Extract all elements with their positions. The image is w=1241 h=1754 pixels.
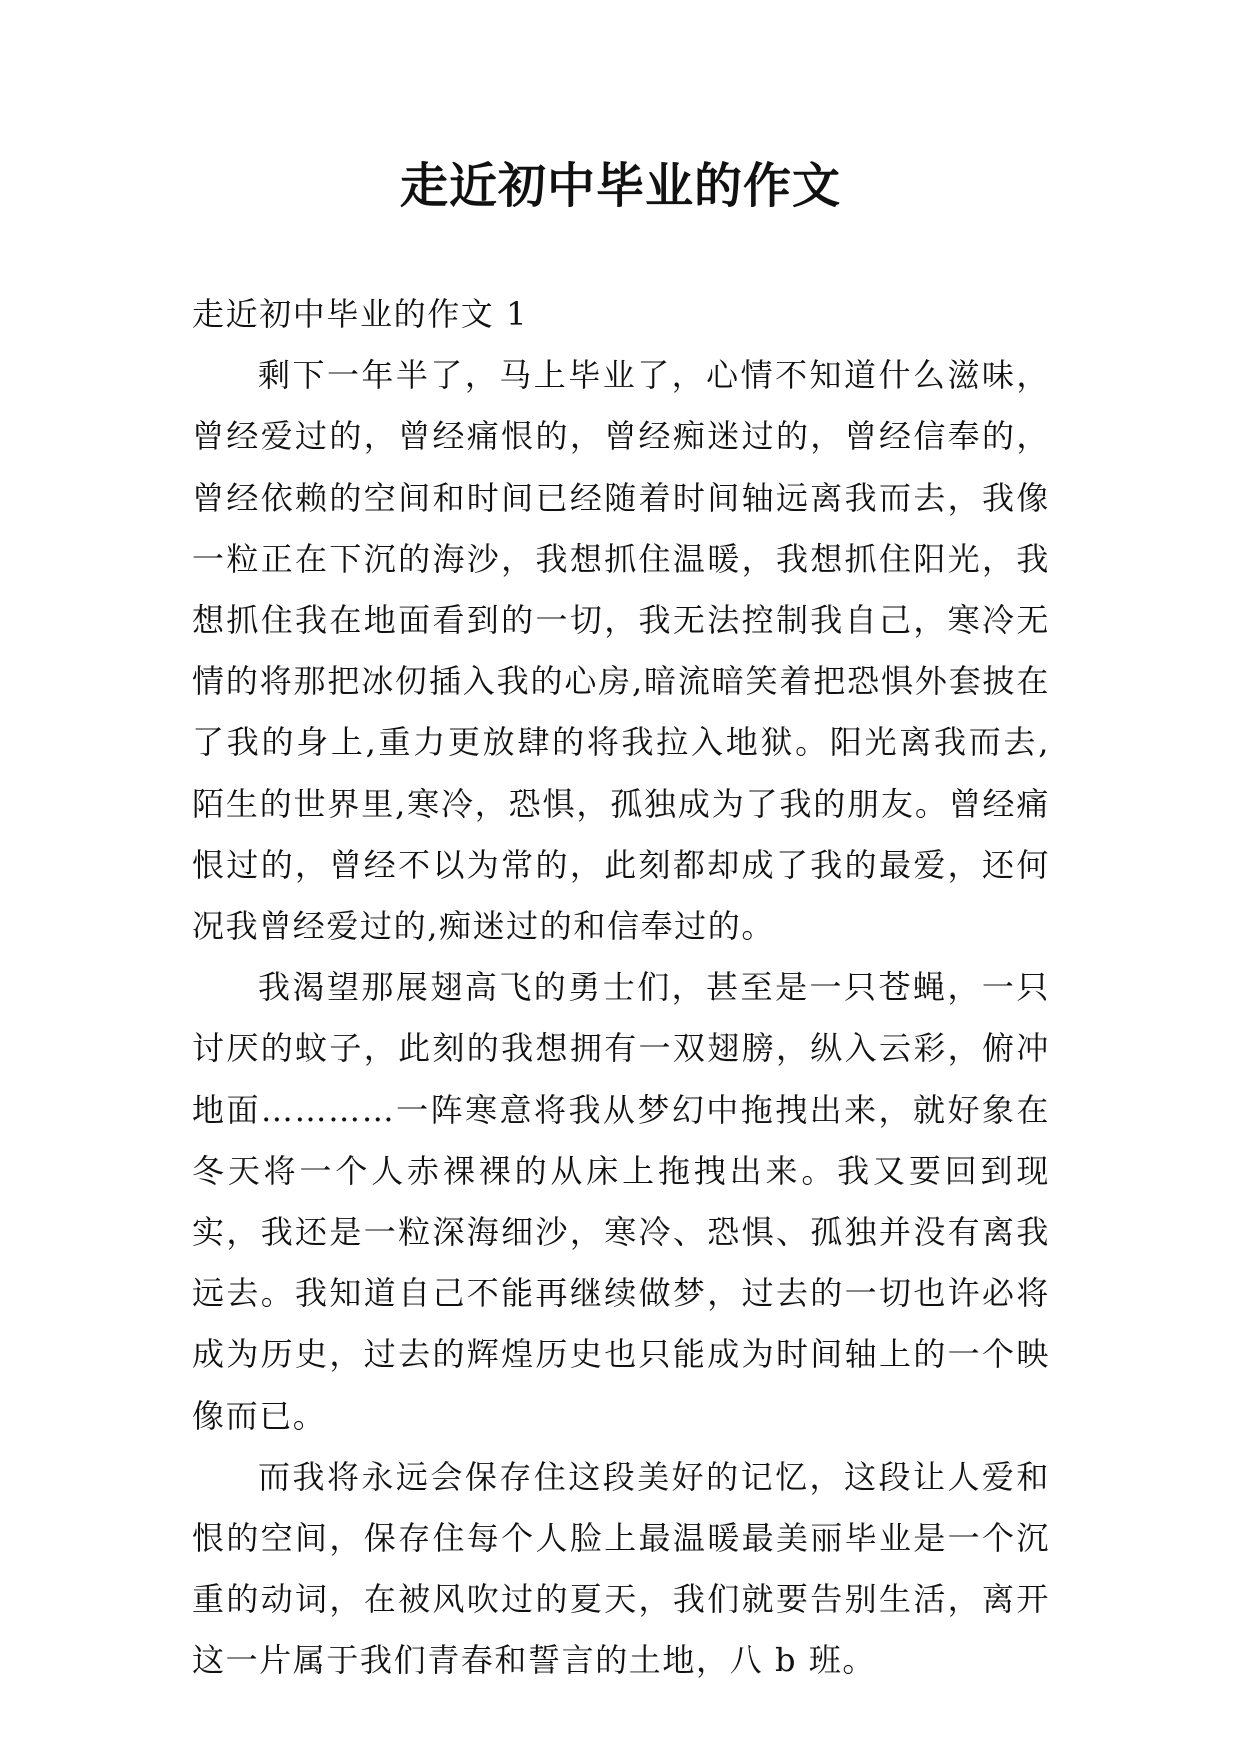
paragraph-3: 而我将永远会保存住这段美好的记忆，这段让人爱和恨的空间，保存住每个人脸上最温暖最美丽毕业是一个沉重的动词，在被风吹过的夏天，我们就要告别生活，离开这一片属于我们青春和誓言的土地，八 b 班。 bbox=[192, 1457, 1050, 1680]
document-title: 走近初中毕业的作文 bbox=[399, 158, 841, 214]
document-body bbox=[192, 284, 1050, 1692]
section-heading: 走近初中毕业的作文 1 bbox=[192, 295, 529, 333]
paragraph-1: 剩下一年半了，马上毕业了，心情不知道什么滋味，曾经爱过的，曾经痛恨的，曾经痴迷过的，曾经信奉的，曾经依赖的空间和时间已经随着时间轴远离我而去，我像一粒正在下沉的海沙，我想抓住温暖，我想抓住阳光，我想抓住我在地面看到的一切，我无法控制我自己，寒冷无情的将那把冰仞插入我的心房,暗流暗笑着把恐惧外套披在了我的身上,重力更放肆的将我拉入地狱。阳光离我而去,陌生的世界里,寒冷，恐惧，孤独成为了我的朋友。曾经痛恨过的，曾经不以为常的，此刻都却成了我的最爱，还何况我曾经爱过的,痴迷过的和信奉过的。 bbox=[192, 356, 1050, 946]
paragraph-2: 我渴望那展翅高飞的勇士们，甚至是一只苍蝇，一只讨厌的蚊子，此刻的我想拥有一双翅膀，纵入云彩，俯冲地面…………一阵寒意将我从梦幻中拖拽出来，就好象在冬天将一个人赤裸裸的从床上拖拽出来。我又要回到现实，我还是一粒深海细沙，寒冷、恐惧、孤独并没有离我远去。我知道自己不能再继续做梦，过去的一切也许必将成为历史，过去的辉煌历史也只能成为时间轴上的一个映像而已。 bbox=[192, 968, 1050, 1435]
